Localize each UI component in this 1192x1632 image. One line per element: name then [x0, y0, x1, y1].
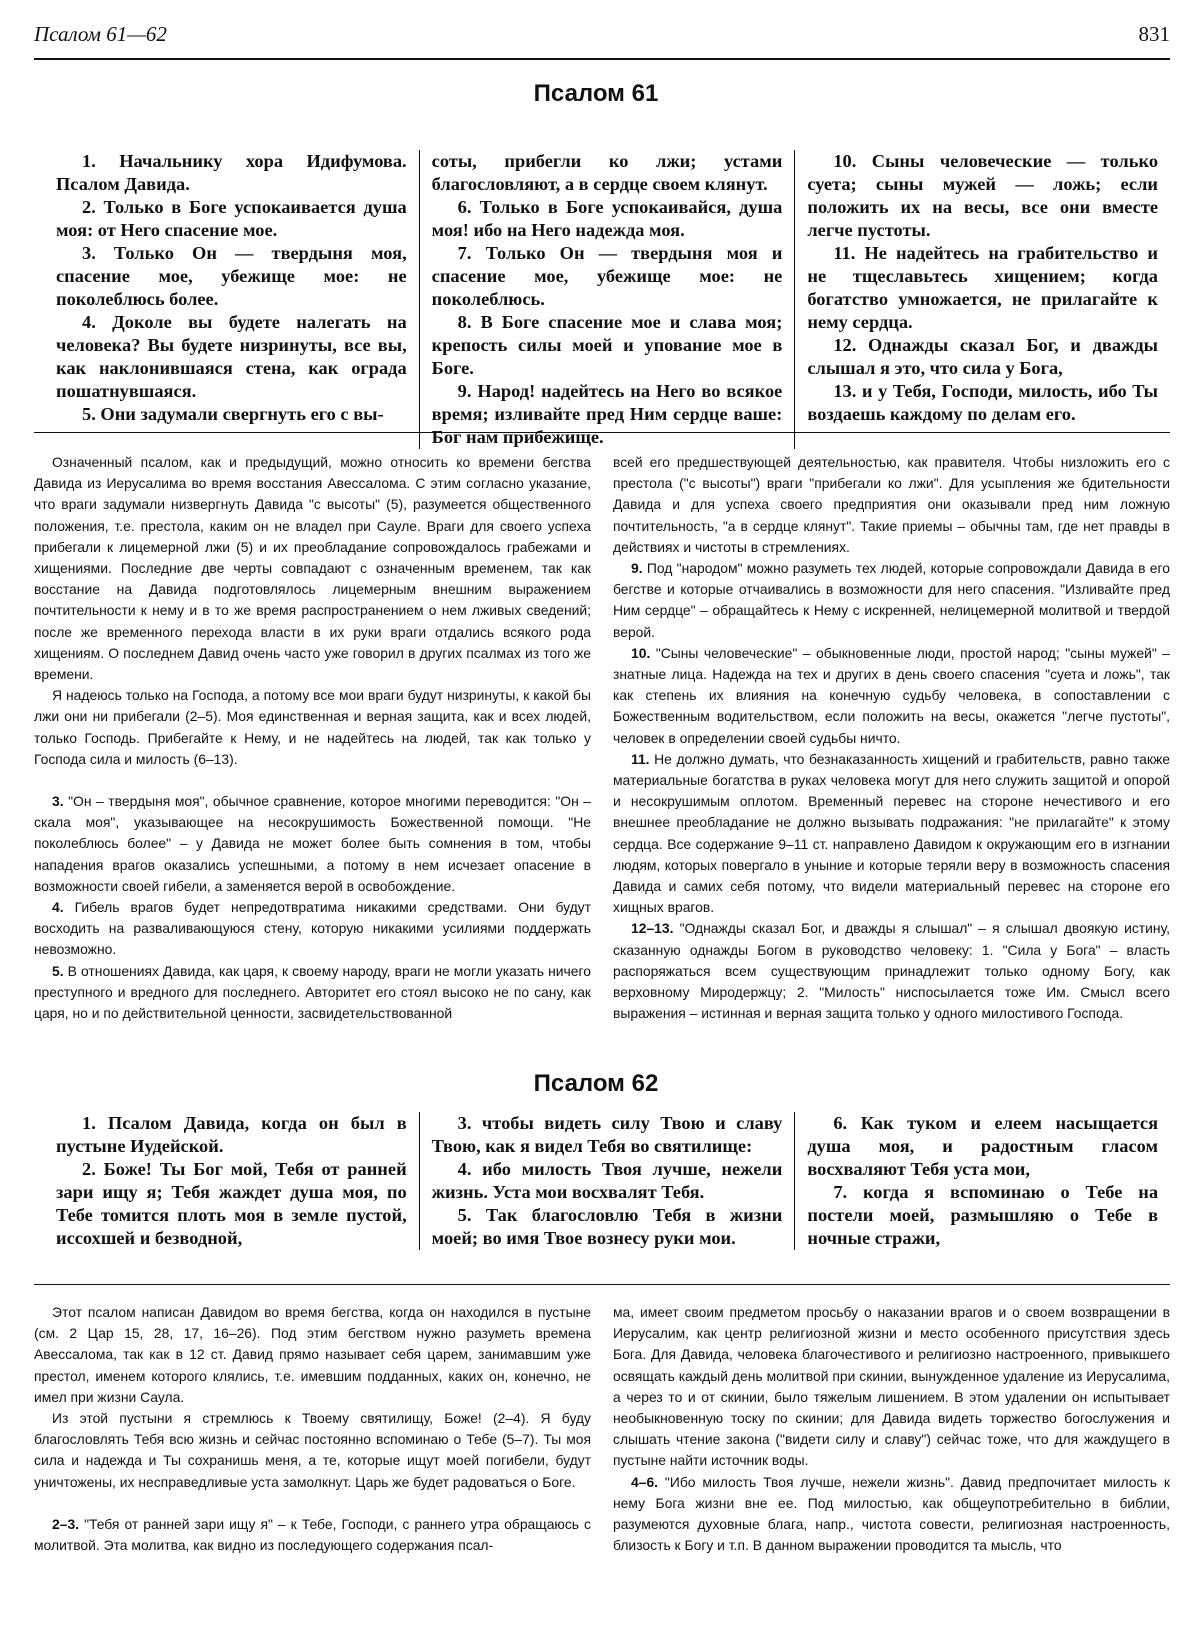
verse: 8. В Боге спасение мое и слава моя; крепость силы моей и упование мое в Боге.	[431, 312, 783, 378]
verse-reference: 11.	[631, 750, 650, 767]
commentary-paragraph: 4. Гибель врагов будет непредотвратима никакими средствами. Они будут восходить на разваливающуюся стену, которую никакими усилиями поддержать невозможно.	[34, 899, 591, 958]
verse-reference: 3.	[52, 793, 64, 810]
verse: 5. Они задумали свергнуть его с вы-	[82, 404, 384, 424]
verse-reference: 2–3.	[52, 1515, 80, 1532]
commentary-paragraph: 10. "Сыны человеческие" – обыкновенные люди, простой народ; "сыны мужей" – знатные лица. Надежда на тех и других в день своего спасения "суета и ложь", так как степень их влияния на конечную судьбу человека, в сопоставлении с Божественным водительством, если положить на весы, окажется "легче пустоты", человек в определении своей судьбы ничто.	[613, 644, 1170, 746]
verse: 6. Только в Боге успокаивайся, душа моя! ибо на Него надежда моя.	[431, 197, 783, 240]
psalm-61-heading: Псалом 61	[533, 80, 659, 107]
commentary-paragraph: 2–3. "Тебя от ранней зари ищу я" – к Тебе, Господи, с раннего утра обращаюсь с молитвой. Эта молитва, как видно из последующего содержания псал-	[34, 1515, 591, 1554]
psalm-61-verses	[34, 150, 1170, 449]
verse-reference: 5.	[52, 962, 64, 979]
commentary-paragraph: 5. В отношениях Давида, как царя, к своему народу, враги не могли указать ничего преступного и вредного для последнего. Авторитет его стоял высоко не по сану, как царя, но и по действительной ценности, засвидетельствованной	[34, 962, 591, 1022]
commentary-paragraph: 3. "Он – твердыня моя", обычное сравнение, которое многими переводится: "Он – скала моя", указывающее на несокрушимость Божественной помощи. "Не поколеблюсь более" – у Давида не может более быть сомнения в том, чтобы нападения врагов оказались успешными, а потому в нем исчезает опасение в возможности своей гибели, а заменяется верой в освобождение.	[34, 793, 591, 894]
commentary-column-2	[613, 1302, 1170, 1556]
commentary-paragraph: Означенный псалом, как и предыдущий, можно относить ко времени бегства Давида из Иерусалима во время восстания Авессалома. С этим согласно указание, что враги задумали низвергнуть Давида "с высоты" (5), разумеется общественного положения, т.е. престола, каким он не владел при Сауле. Враги для своего успеха прибегали к лицемерной лжи (5) и их преобладание сопровождалось грабежами и хищениями. Последние две черты совпадают с означенным временем, так как восстание на Давида подготовлялось лицемерным внешним выражением почтительности к нему и в то же время распространением о нем лживых сведений; после же временного перехода власти в их руки враги отдались всякого рода хищениям. О последнем Давид очень часто уже говорил в других псалмах из того же времени.	[34, 454, 591, 683]
divider	[34, 1284, 1170, 1285]
verse: 12. Однажды сказал Бог, и дважды слышал я это, что сила у Бога,	[807, 335, 1159, 378]
verse: 5. Так благословлю Тебя в жизни моей; во имя Твое вознесу руки мои.	[431, 1205, 783, 1248]
page-number: 831	[1138, 22, 1170, 46]
verse-column-2	[419, 1112, 795, 1250]
verse: 7. когда я вспоминаю о Тебе на постели моей, размышляю о Тебе в ночные стражи,	[807, 1182, 1159, 1248]
running-title: Псалом 61—62	[34, 22, 167, 46]
commentary-paragraph: 9. Под "народом" можно разуметь тех людей, которые сопровождали Давида в его бегстве и которые отчаивались в возможности для него спасения. "Изливайте пред Ним сердце" – обращайтесь к Нему с искренней, нелицемерной молитвой и твердой верой.	[613, 560, 1170, 640]
verse: 6. Как туком и елеем насыщается душа моя, и радостным гласом восхваляют Тебя уста мои,	[807, 1113, 1159, 1179]
verse: 1. Начальнику хора Идифумова. Псалом Давида.	[56, 151, 407, 194]
verse: 4. Доколе вы будете налегать на человека? Вы будете низринуты, все вы, как наклонившаяся стена, как ограда пошатнувшаяся.	[56, 312, 407, 401]
commentary-paragraph: 12–13. "Однажды сказал Бог, и дважды я слышал" – я слышал двоякую истину, сказанную однажды Богом в руководство человеку: 1. "Сила у Бога" – власть распоряжаться всем существующим принадлежит только одному Богу, как верховному Миродержцу; 2. "Милость" ниспосылается тоже Им. Смысл всего выражения – истинная и верная защита только у одного милостивого Господа.	[613, 920, 1170, 1022]
psalm-61-commentary	[34, 452, 1170, 1024]
verse-reference: 9.	[631, 560, 643, 577]
commentary-paragraph: Этот псалом написан Давидом во время бегства, когда он находился в пустыне (см. 2 Цар 15, 28, 17, 16–26). Под этим бегством нужно разуметь времена Авессалома, так как в 12 ст. Давид прямо называет себя царем, занимавшим уже престол, именем которого клялись, т.е. имевшим подданных, каких он, конечно, не имел при жизни Саула.	[34, 1304, 591, 1405]
divider	[34, 432, 1170, 433]
verse-column-1	[34, 150, 419, 449]
commentary-paragraph: всей его предшествующей деятельностью, как правителя. Чтобы низложить его с престола ("с высоты") враги "прибегали ко лжи". Для усыпления же бдительности Давида и для успеха своего предприятия они оказывали пред ним ложную почтительность, "а в сердце клянут". Такие приемы – обычны там, где нет правды в действиях и чистоты в стремлениях.	[613, 454, 1170, 555]
verse-column-2	[419, 150, 795, 449]
verse: 4. ибо милость Твоя лучше, нежели жизнь. Уста мои восхвалят Тебя.	[431, 1159, 783, 1202]
verse-reference: 12–13.	[631, 920, 674, 937]
verse: 13. и у Тебя, Господи, милость, ибо Ты воздаешь каждому по делам его.	[807, 381, 1159, 424]
verse-reference: 10.	[631, 644, 651, 661]
verse: 2. Боже! Ты Бог мой, Тебя от ранней зари ищу я; Тебя жаждет душа моя, по Тебе томится плоть моя в земле пустой, иссохшей и безводной,	[56, 1159, 407, 1248]
commentary-paragraph: 11. Не должно думать, что безнаказанность хищений и грабительств, равно также материальные богатства в руках человека могут для него служить защитой и опорой и несокрушимым оплотом. Временный перевес на стороне нечестивого и его внешнее преобладание не должно вызывать подражания: "не прилагайте" к этому сердца. Все содержание 9–11 ст. направлено Давидом к окружающим его в изгнании людям, которых повергало в уныние и которые теряли веру в возможность спасения Давида и самих себя потому, что видели материальный перевес на стороне его хищных врагов.	[613, 750, 1170, 916]
verse: 3. чтобы видеть силу Твою и славу Твою, как я видел Тебя во святилище:	[431, 1113, 783, 1156]
verse: 9. Народ! надейтесь на Него во всякое время; изливайте пред Ним сердце ваше: Бог нам прибежище.	[431, 381, 783, 447]
verse: соты, прибегли ко лжи; устами благословляют, а в сердце своем клянут.	[431, 151, 783, 194]
running-header	[34, 16, 1170, 60]
verse-reference: 4–6.	[631, 1473, 659, 1490]
verse-reference: 4.	[52, 899, 64, 916]
verse: 2. Только в Боге успокаивается душа моя: от Него спасение мое.	[56, 197, 407, 240]
commentary-paragraph: Я надеюсь только на Господа, а потому все мои враги будут низринуты, к какой бы лжи они ни прибегали (2–5). Моя единственная и верная защита, как и всех людей, только Господь. Прибегайте к Нему, и не надейтесь на людей, так как только у Господа сила и милость (6–13).	[34, 687, 591, 767]
verse-column-3	[794, 1112, 1170, 1250]
psalm-62-commentary	[34, 1302, 1170, 1556]
verse: 7. Только Он — твердыня моя и спасение мое, убежище мое: не поколеблюсь.	[431, 243, 783, 309]
verse: 3. Только Он — твердыня моя, спасение мое, убежище мое: не поколеблюсь более.	[56, 243, 407, 309]
commentary-paragraph: 4–6. "Ибо милость Твоя лучше, нежели жизнь". Давид предпочитает милость к нему Бога жизни вне ее. Под милостью, как общеупотребительно в библии, разумеются духовные блага, напр., чистота совести, религиозная настроенность, близость к Богу и т.п. В данном выражении проводится та мысль, что	[613, 1473, 1170, 1554]
verse-column-3	[794, 150, 1170, 449]
psalm-62-verses	[34, 1112, 1170, 1250]
verse: 11. Не надейтесь на грабительство и не тщеславьтесь хищением; когда богатство умножается, не прилагайте к нему сердца.	[807, 243, 1159, 332]
commentary-column-2	[613, 452, 1170, 1024]
verse-column-1	[34, 1112, 419, 1250]
commentary-paragraph: ма, имеет своим предметом просьбу о наказании врагов и о своем возвращении в Иерусалим, как центр религиозной жизни и место особенного присутствия здесь Бога. Для Давида, человека благочестивого и религиозно настроенного, привыкшего освящать каждый день молитвой при скинии, вынужденное удаление из Иерусалима, а через то и от скинии, было тяжелым лишением. В этом удалении он испытывает необыкновенную тоску по скинии; для Давида видеть торжество богослужения и слышать чтение закона ("видети силу и славу") сейчас тоже, что для жаждущего в пустыне найти источник воды.	[613, 1304, 1170, 1469]
commentary-paragraph: Из этой пустыни я стремлюсь к Твоему святилищу, Боже! (2–4). Я буду благословлять Тебя всю жизнь и сейчас постоянно вспоминаю о Тебе (5–7). Ты моя сила и надежда и Ты сохранишь меня, а те, которые ищут моей погибели, будут уничтожены, их несправедливые уста замолкнут. Царь же будет радоваться о Боге.	[34, 1410, 591, 1490]
commentary-column-1	[34, 1302, 591, 1556]
verse: 1. Псалом Давида, когда он был в пустыне Иудейской.	[56, 1113, 407, 1156]
psalm-62-heading: Псалом 62	[533, 1070, 659, 1097]
commentary-column-1	[34, 452, 591, 1024]
verse: 10. Сыны человеческие — только суета; сыны мужей — ложь; если положить их на весы, все они вместе легче пустоты.	[807, 151, 1159, 240]
